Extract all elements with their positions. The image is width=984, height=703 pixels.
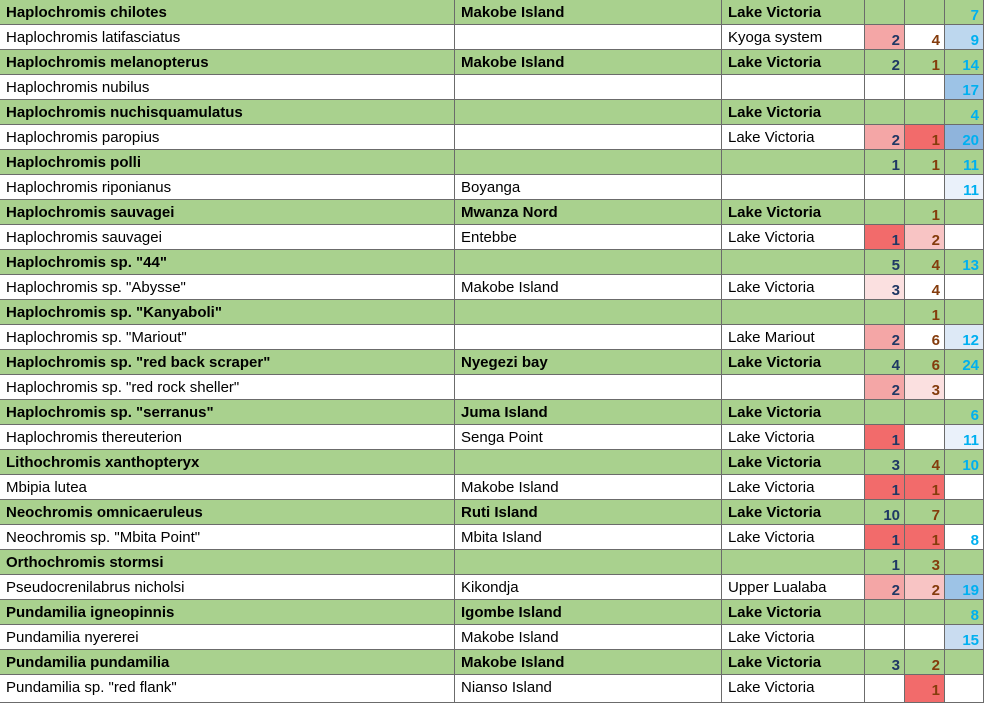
origin-cell: Lake Victoria xyxy=(722,225,865,250)
species-cell: Haplochromis nubilus xyxy=(0,75,455,100)
table-row xyxy=(0,475,984,500)
table-row xyxy=(0,650,984,675)
count-cell-3: 11 xyxy=(945,175,984,200)
count-cell-2: 6 xyxy=(905,325,945,350)
locality-cell xyxy=(455,25,722,50)
origin-cell xyxy=(722,175,865,200)
species-cell: Haplochromis nuchisquamulatus xyxy=(0,100,455,125)
table-row xyxy=(0,500,984,525)
species-cell: Neochromis sp. "Mbita Point" xyxy=(0,525,455,550)
count-cell-3: 6 xyxy=(945,400,984,425)
count-cell-2: 4 xyxy=(905,275,945,300)
species-cell: Haplochromis sauvagei xyxy=(0,225,455,250)
count-cell-3: 7 xyxy=(945,0,984,25)
species-cell: Pundamilia pundamilia xyxy=(0,650,455,675)
count-cell-1 xyxy=(865,675,905,703)
table-row xyxy=(0,425,984,450)
count-cell-2 xyxy=(905,100,945,125)
count-cell-3: 12 xyxy=(945,325,984,350)
count-cell-1: 3 xyxy=(865,450,905,475)
count-cell-2 xyxy=(905,600,945,625)
count-cell-2: 1 xyxy=(905,475,945,500)
count-cell-1 xyxy=(865,100,905,125)
count-cell-3: 4 xyxy=(945,100,984,125)
species-cell: Haplochromis polli xyxy=(0,150,455,175)
origin-cell: Lake Victoria xyxy=(722,475,865,500)
locality-cell xyxy=(455,375,722,400)
count-cell-2: 1 xyxy=(905,675,945,703)
table-row xyxy=(0,75,984,100)
locality-cell xyxy=(455,250,722,275)
origin-cell: Lake Victoria xyxy=(722,275,865,300)
species-cell: Haplochromis sp. "red back scraper" xyxy=(0,350,455,375)
count-cell-2: 1 xyxy=(905,300,945,325)
count-cell-1 xyxy=(865,300,905,325)
count-cell-2: 2 xyxy=(905,650,945,675)
count-cell-2: 3 xyxy=(905,375,945,400)
count-cell-2: 1 xyxy=(905,525,945,550)
count-cell-1 xyxy=(865,75,905,100)
count-cell-1 xyxy=(865,0,905,25)
locality-cell: Makobe Island xyxy=(455,475,722,500)
count-cell-1: 2 xyxy=(865,575,905,600)
count-cell-1: 2 xyxy=(865,375,905,400)
count-cell-3: 17 xyxy=(945,75,984,100)
table-row xyxy=(0,50,984,75)
count-cell-3 xyxy=(945,475,984,500)
count-cell-2: 1 xyxy=(905,125,945,150)
count-cell-3: 10 xyxy=(945,450,984,475)
locality-cell: Ruti Island xyxy=(455,500,722,525)
count-cell-3 xyxy=(945,675,984,703)
origin-cell: Lake Victoria xyxy=(722,50,865,75)
table-row xyxy=(0,325,984,350)
count-cell-2 xyxy=(905,400,945,425)
species-cell: Haplochromis thereuterion xyxy=(0,425,455,450)
locality-cell xyxy=(455,75,722,100)
locality-cell: Makobe Island xyxy=(455,275,722,300)
count-cell-2: 7 xyxy=(905,500,945,525)
count-cell-3: 20 xyxy=(945,125,984,150)
count-cell-1: 2 xyxy=(865,50,905,75)
table-row xyxy=(0,250,984,275)
origin-cell: Lake Victoria xyxy=(722,600,865,625)
count-cell-2 xyxy=(905,175,945,200)
count-cell-1: 5 xyxy=(865,250,905,275)
count-cell-2 xyxy=(905,0,945,25)
count-cell-3: 13 xyxy=(945,250,984,275)
locality-cell: Mbita Island xyxy=(455,525,722,550)
locality-cell xyxy=(455,300,722,325)
locality-cell: Boyanga xyxy=(455,175,722,200)
table-row xyxy=(0,225,984,250)
species-cell: Orthochromis stormsi xyxy=(0,550,455,575)
origin-cell: Lake Victoria xyxy=(722,100,865,125)
count-cell-3 xyxy=(945,550,984,575)
count-cell-1 xyxy=(865,400,905,425)
table-row xyxy=(0,275,984,300)
table-row xyxy=(0,625,984,650)
count-cell-2: 3 xyxy=(905,550,945,575)
count-cell-2 xyxy=(905,625,945,650)
locality-cell: Nianso Island xyxy=(455,675,722,703)
locality-cell: Kikondja xyxy=(455,575,722,600)
species-cell: Haplochromis sp. "44" xyxy=(0,250,455,275)
count-cell-3 xyxy=(945,500,984,525)
species-cell: Mbipia lutea xyxy=(0,475,455,500)
count-cell-2: 4 xyxy=(905,250,945,275)
count-cell-1 xyxy=(865,175,905,200)
species-cell: Haplochromis riponianus xyxy=(0,175,455,200)
origin-cell: Lake Victoria xyxy=(722,200,865,225)
origin-cell: Lake Victoria xyxy=(722,450,865,475)
count-cell-2: 4 xyxy=(905,450,945,475)
origin-cell: Upper Lualaba xyxy=(722,575,865,600)
origin-cell: Lake Victoria xyxy=(722,425,865,450)
count-cell-3: 14 xyxy=(945,50,984,75)
count-cell-3: 11 xyxy=(945,150,984,175)
count-cell-1: 10 xyxy=(865,500,905,525)
species-cell: Haplochromis sp. "Kanyaboli" xyxy=(0,300,455,325)
count-cell-2 xyxy=(905,425,945,450)
species-cell: Haplochromis melanopterus xyxy=(0,50,455,75)
count-cell-3 xyxy=(945,225,984,250)
origin-cell: Kyoga system xyxy=(722,25,865,50)
count-cell-3: 24 xyxy=(945,350,984,375)
locality-cell: Nyegezi bay xyxy=(455,350,722,375)
table-row xyxy=(0,375,984,400)
locality-cell: Mwanza Nord xyxy=(455,200,722,225)
count-cell-1: 1 xyxy=(865,425,905,450)
species-cell: Lithochromis xanthopteryx xyxy=(0,450,455,475)
table-row xyxy=(0,200,984,225)
species-cell: Haplochromis sauvagei xyxy=(0,200,455,225)
table-row xyxy=(0,300,984,325)
table-row xyxy=(0,400,984,425)
species-cell: Haplochromis latifasciatus xyxy=(0,25,455,50)
origin-cell: Lake Mariout xyxy=(722,325,865,350)
origin-cell xyxy=(722,550,865,575)
table-row xyxy=(0,150,984,175)
count-cell-1: 1 xyxy=(865,225,905,250)
count-cell-3 xyxy=(945,375,984,400)
locality-cell xyxy=(455,100,722,125)
locality-cell: Entebbe xyxy=(455,225,722,250)
species-cell: Haplochromis sp. "red rock sheller" xyxy=(0,375,455,400)
count-cell-1 xyxy=(865,625,905,650)
origin-cell: Lake Victoria xyxy=(722,525,865,550)
count-cell-3 xyxy=(945,275,984,300)
count-cell-1: 3 xyxy=(865,275,905,300)
count-cell-1 xyxy=(865,600,905,625)
species-cell: Haplochromis chilotes xyxy=(0,0,455,25)
table-row xyxy=(0,350,984,375)
species-cell: Pundamilia nyererei xyxy=(0,625,455,650)
count-cell-1: 2 xyxy=(865,25,905,50)
species-cell: Pundamilia igneopinnis xyxy=(0,600,455,625)
count-cell-2 xyxy=(905,75,945,100)
locality-cell: Makobe Island xyxy=(455,650,722,675)
count-cell-3: 8 xyxy=(945,525,984,550)
count-cell-1: 1 xyxy=(865,525,905,550)
locality-cell: Makobe Island xyxy=(455,625,722,650)
locality-cell xyxy=(455,325,722,350)
table-row xyxy=(0,175,984,200)
count-cell-2: 1 xyxy=(905,150,945,175)
locality-cell xyxy=(455,125,722,150)
origin-cell: Lake Victoria xyxy=(722,350,865,375)
species-cell: Haplochromis sp. "serranus" xyxy=(0,400,455,425)
origin-cell: Lake Victoria xyxy=(722,400,865,425)
count-cell-2: 2 xyxy=(905,575,945,600)
species-cell: Haplochromis sp. "Mariout" xyxy=(0,325,455,350)
table-row xyxy=(0,525,984,550)
count-cell-1: 1 xyxy=(865,550,905,575)
count-cell-1: 4 xyxy=(865,350,905,375)
table-row xyxy=(0,675,984,703)
count-cell-3: 11 xyxy=(945,425,984,450)
count-cell-3 xyxy=(945,300,984,325)
origin-cell xyxy=(722,150,865,175)
origin-cell xyxy=(722,375,865,400)
count-cell-1 xyxy=(865,200,905,225)
count-cell-1: 2 xyxy=(865,125,905,150)
count-cell-1: 2 xyxy=(865,325,905,350)
origin-cell: Lake Victoria xyxy=(722,0,865,25)
origin-cell: Lake Victoria xyxy=(722,125,865,150)
count-cell-3: 9 xyxy=(945,25,984,50)
count-cell-2: 1 xyxy=(905,200,945,225)
table-row xyxy=(0,550,984,575)
locality-cell xyxy=(455,450,722,475)
table-row xyxy=(0,600,984,625)
count-cell-2: 4 xyxy=(905,25,945,50)
locality-cell xyxy=(455,150,722,175)
species-cell: Haplochromis paropius xyxy=(0,125,455,150)
count-cell-3 xyxy=(945,200,984,225)
count-cell-2: 6 xyxy=(905,350,945,375)
origin-cell: Lake Victoria xyxy=(722,500,865,525)
origin-cell xyxy=(722,75,865,100)
count-cell-3: 15 xyxy=(945,625,984,650)
origin-cell xyxy=(722,250,865,275)
table-row xyxy=(0,125,984,150)
count-cell-2: 2 xyxy=(905,225,945,250)
count-cell-3: 19 xyxy=(945,575,984,600)
table-row xyxy=(0,100,984,125)
count-cell-3 xyxy=(945,650,984,675)
table-row xyxy=(0,25,984,50)
locality-cell: Makobe Island xyxy=(455,50,722,75)
species-cell: Pseudocrenilabrus nicholsi xyxy=(0,575,455,600)
count-cell-3: 8 xyxy=(945,600,984,625)
table-row xyxy=(0,575,984,600)
species-cell: Neochromis omnicaeruleus xyxy=(0,500,455,525)
origin-cell: Lake Victoria xyxy=(722,675,865,703)
count-cell-1: 1 xyxy=(865,475,905,500)
count-cell-2: 1 xyxy=(905,50,945,75)
locality-cell: Igombe Island xyxy=(455,600,722,625)
species-cell: Pundamilia sp. "red flank" xyxy=(0,675,455,703)
origin-cell xyxy=(722,300,865,325)
locality-cell: Juma Island xyxy=(455,400,722,425)
count-cell-1: 3 xyxy=(865,650,905,675)
count-cell-1: 1 xyxy=(865,150,905,175)
locality-cell xyxy=(455,550,722,575)
species-cell: Haplochromis sp. "Abysse" xyxy=(0,275,455,300)
origin-cell: Lake Victoria xyxy=(722,650,865,675)
table-row xyxy=(0,0,984,25)
locality-cell: Senga Point xyxy=(455,425,722,450)
locality-cell: Makobe Island xyxy=(455,0,722,25)
table-row xyxy=(0,450,984,475)
origin-cell: Lake Victoria xyxy=(722,625,865,650)
